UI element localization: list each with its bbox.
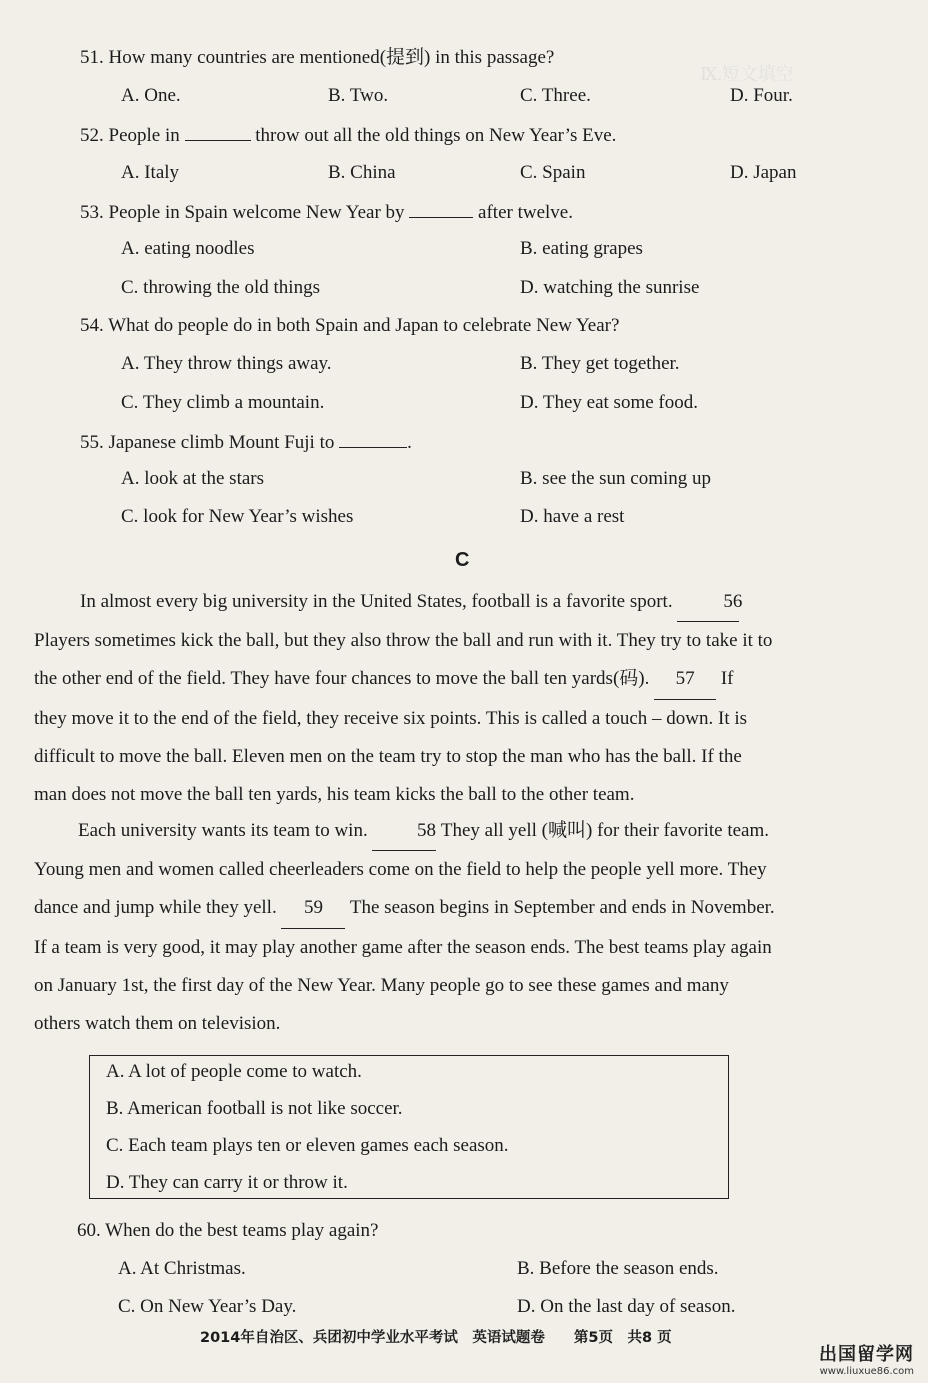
q51-option-a: A. One. xyxy=(121,85,181,106)
passage-line: they move it to the end of the field, they receive six points. This is called a touch – down. It is xyxy=(34,707,748,729)
q52-stem: 52. People in throw out all the old things on New Year’s Eve. xyxy=(80,122,616,148)
passage-line: others watch them on television. xyxy=(34,1013,281,1035)
answer-blank xyxy=(185,122,251,141)
passage-line: dance and jump while they yell. 59 The season begins in September and ends in November. xyxy=(34,889,882,928)
passage-line: the other end of the field. They have four chances to move the ball ten yards(码). 57 If xyxy=(34,660,882,699)
q51-stem: 51. How many countries are mentioned(提到) in this passage? xyxy=(80,47,555,68)
q52-option-b: B. China xyxy=(328,162,396,183)
passage-line: man does not move the ball ten yards, his team kicks the ball to the other team. xyxy=(34,784,635,806)
options-box xyxy=(89,1055,729,1199)
q54-option-b: B. They get together. xyxy=(520,353,680,374)
passage-line: In almost every big university in the United States, football is a favorite sport. 56 xyxy=(34,583,882,622)
passage-line: on January 1st, the first day of the New Year. Many people go to see these games and many xyxy=(34,974,729,996)
q55-option-d: D. have a rest xyxy=(520,506,625,527)
watermark-url: www.liuxue86.com xyxy=(819,1366,914,1377)
q53-option-a: A. eating noodles xyxy=(121,238,255,259)
q51-option-b: B. Two. xyxy=(328,85,389,106)
passage-line: Young men and women called cheerleaders come on the field to help the people yell more. They xyxy=(34,859,767,881)
q52-option-c: C. Spain xyxy=(520,162,586,183)
q51-option-c: C. Three. xyxy=(520,85,591,106)
q60-option-c: C. On New Year’s Day. xyxy=(118,1296,297,1317)
q54-stem: 54. What do people do in both Spain and Japan to celebrate New Year? xyxy=(80,315,620,336)
q51-option-d: D. Four. xyxy=(730,85,793,106)
box-option-b: B. American football is not like soccer. xyxy=(106,1098,403,1119)
answer-blank xyxy=(409,199,473,218)
answer-blank xyxy=(339,429,407,448)
answer-blank-58: 58 xyxy=(372,812,436,851)
answer-blank-57: 57 xyxy=(654,660,716,699)
box-option-a: A. A lot of people come to watch. xyxy=(106,1061,362,1082)
answer-blank-56: 56 xyxy=(677,583,739,622)
box-option-d: D. They can carry it or throw it. xyxy=(106,1172,348,1193)
q54-option-c: C. They climb a mountain. xyxy=(121,392,325,413)
q60-option-d: D. On the last day of season. xyxy=(517,1296,736,1317)
q54-option-d: D. They eat some food. xyxy=(520,392,698,413)
q60-option-b: B. Before the season ends. xyxy=(517,1258,719,1279)
passage-line: Players sometimes kick the ball, but they also throw the ball and run with it. They try to take it to xyxy=(34,630,773,652)
q60-option-a: A. At Christmas. xyxy=(118,1258,246,1279)
passage-line: Each university wants its team to win. 58 They all yell (喊叫) for their favorite team. xyxy=(34,812,882,851)
passage-line: difficult to move the ball. Eleven men on the team try to stop the man who has the ball. If the xyxy=(34,745,742,767)
q53-stem: 53. People in Spain welcome New Year by after twelve. xyxy=(80,199,573,225)
passage-line: If a team is very good, it may play another game after the season ends. The best teams play again xyxy=(34,936,772,958)
q53-option-c: C. throwing the old things xyxy=(121,277,320,298)
section-heading: C xyxy=(455,549,470,571)
box-option-c: C. Each team plays ten or eleven games each season. xyxy=(106,1135,509,1156)
passage-paragraph-2 xyxy=(34,812,882,1043)
q52-option-a: A. Italy xyxy=(121,162,180,183)
q60-stem: 60. When do the best teams play again? xyxy=(77,1220,379,1241)
q55-stem: 55. Japanese climb Mount Fuji to . xyxy=(80,429,412,455)
site-watermark xyxy=(819,1340,914,1377)
q55-option-c: C. look for New Year’s wishes xyxy=(121,506,354,527)
passage-paragraph-1 xyxy=(34,583,882,814)
watermark-name: 出国留学网 xyxy=(819,1344,914,1365)
q53-option-b: B. eating grapes xyxy=(520,238,643,259)
q55-option-a: A. look at the stars xyxy=(121,468,265,489)
q52-option-d: D. Japan xyxy=(730,162,797,183)
page-footer: 2014年自治区、兵团初中学业水平考试 英语试题卷 第5页 共8 页 xyxy=(200,1330,672,1346)
q54-option-a: A. They throw things away. xyxy=(121,353,332,374)
bleed-through-text: Ⅸ.短文填空 xyxy=(700,64,794,84)
answer-blank-59: 59 xyxy=(281,889,345,928)
q55-option-b: B. see the sun coming up xyxy=(520,468,712,489)
q53-option-d: D. watching the sunrise xyxy=(520,277,700,298)
